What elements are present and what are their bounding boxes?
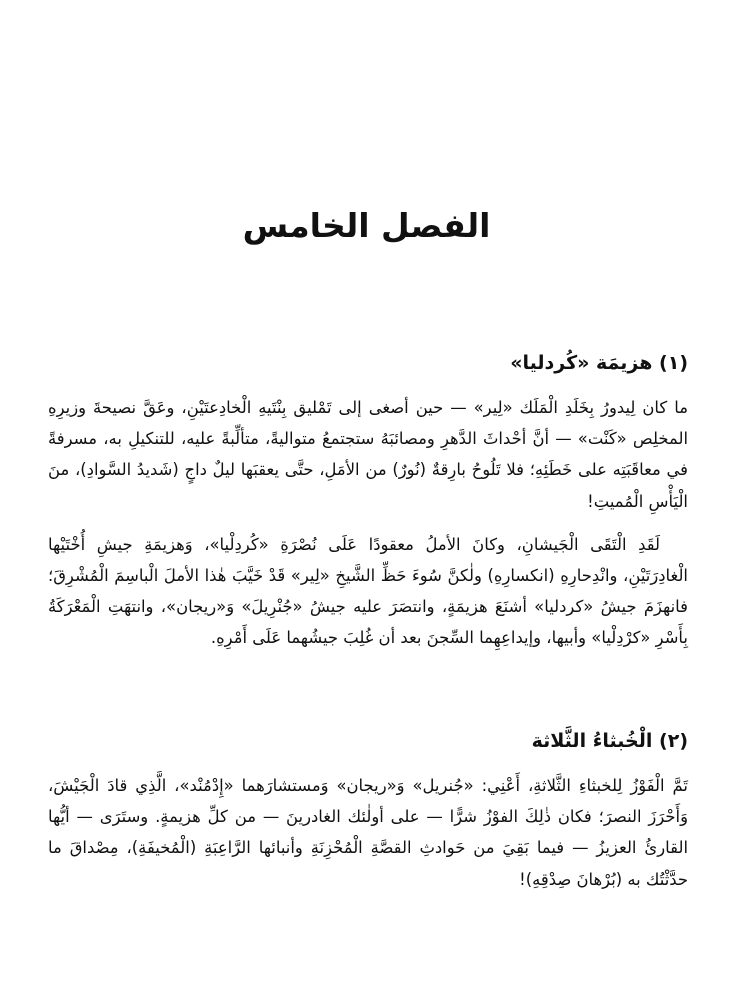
chapter-title: الفصل الخامس [242, 206, 491, 245]
paragraph: تَمَّ الْفَوْزُ لِلخبثاءِ الثَّلاثةِ، أَعْنِي: «جُنريل» وَ«ريجان» وَمستشارَهما «إِدْمُنْد»، الَّذِي قادَ الْجَيْشَ، وَأَحْرَزَ النصرَ؛ فكان ذٰلِكَ الفوْزُ شرًّا — على أولٰئك الغادرينَ — من كلِّ هزيمةٍ. وستَرَى — أيُّها القارئُ العزيزُ — فيما بَقِيَ من حَوادثِ القصَّةِ الْمُحْزِنَةِ وأنبائها الرَّاعِبَةِ (الْمُخيفَةِ)، مِصْداقَ ما حدَّثْتُك به (بُرْهانَ صِدْقِهِ)! [48, 776, 688, 889]
section-heading: (١) هزيمَة «كُردليا» [510, 352, 688, 374]
paragraph: ما كان لِيدورُ بِخَلَدِ الْمَلَك «لِير» — حين أصغى إلى تَمْليق بِنْتَيهِ الْخادِعتَيْنِ، وعَقَّ نصيحةَ وزيرِهِ المخلِص «كَنْت» — أنَّ أحْداثَ الدَّهرِ ومصائبَهُ ستجتمعُ متواليةً، متألِّبةً عليه، للتنكيلِ به، مسرفةً في معاقَبَتِه على خَطَئِهِ؛ فلا تَلُوحُ بارِقةٌ (نُورٌ) من الأمَلِ، حتَّى يعقبَها ليلٌ داجٍ (شَديدُ السَّوادِ)، منَ الْيَأْسِ الْمُميتِ! [48, 398, 688, 511]
paragraph: لَقَدِ الْتَقَى الْجَيشانِ، وكانَ الأملُ معقودًا عَلَى نُصْرَةِ «كُردِلْيا»، وَهزيمَةِ جيشِ أُخْتَيْها الْغادِرَتَيْنِ، وانْدِحارِهِ (انكسارِهِ) ولٰكنَّ سُوءَ حَظِّ الشَّيخِ «لِير» قَدْ خَيَّبَ هٰذا الأملَ الْباسِمَ الْمُشْرِقَ؛ فانهزَمَ جيشُ «كردليا» أشنَعَ هزيمَةٍ، وانتصَرَ عليه جيشُ «جُنْرِيلَ» وَ«ريجان»، وانتهَتِ الْمَعْرَكَةُ بِأَسْرِ «كرْدِلْيا» وأبيها، وإيداعِهِما السِّجنَ بعد أن غُلِبَ جيشُهما عَلَى أَمْرِهِ. [48, 534, 688, 648]
section-1 [48, 346, 688, 654]
section-2 [48, 724, 688, 895]
section-heading: (٢) الْخُبثاءُ الثَّلاثة [531, 730, 688, 752]
